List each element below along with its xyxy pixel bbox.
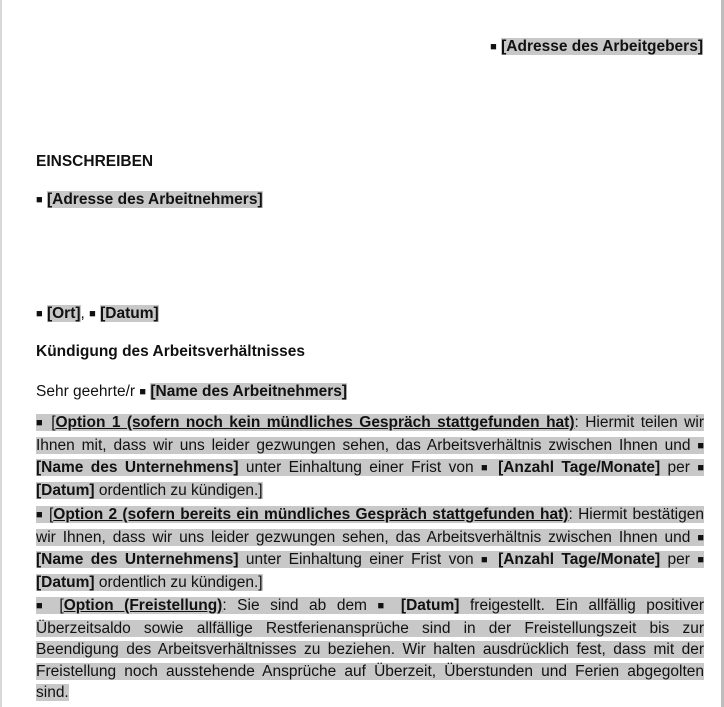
option-1-title: Option 1 (sofern noch kein mündliches Gespräch stattgefunden hat) [55,414,575,431]
option-2-title: Option 2 (sofern bereits ein mündliches Gespräch stattgefunden hat) [53,506,569,523]
termination-date: [Datum] [36,573,95,591]
placeholder-bullet-icon: ■ [697,462,704,474]
placeholder-bullet-icon: ■ [377,600,391,612]
registered-mail-label: EINSCHREIBEN [36,153,154,170]
place-field: [Ort] [46,305,81,322]
placeholder-bullet-icon: ■ [36,417,45,429]
placeholder-bullet-icon: ■ [139,386,147,398]
placeholder-bullet-icon: ■ [36,600,49,612]
employee-address: [Adresse des Arbeitnehmers] [46,191,263,208]
placeholder-bullet-icon: ■ [697,531,704,544]
placeholder-bullet-icon: ■ [36,509,44,521]
date-field: [Datum] [100,305,159,322]
company-name: [Name des Unternehmens] [36,459,239,476]
place-date-line [36,305,159,323]
release-date: [Datum] [400,597,460,614]
placeholder-bullet-icon: ■ [89,308,96,320]
option-1-paragraph: ■ [Option 1 (sofern noch kein mündliches Gespräch stattgefunden hat): Hiermit teilen wir Ihnen mit, dass wir uns leider gezwungen sehen, das Arbeitsverhältnis zwischen Ihnen und ■ [Name des Unternehmens] unter Einhaltung einer Frist von ■ [Anzahl Tage/Monate] per ■ [Datum] ordentlich zu kündigen.] [36,414,704,499]
placeholder-bullet-icon: ■ [490,41,497,53]
company-name: [Name des Unternehmens] [36,551,239,568]
placeholder-bullet-icon: ■ [36,308,43,320]
placeholder-bullet-icon: ■ [697,554,704,566]
option-release-title: Option (Freistellung) [63,597,223,614]
letter-subject: Kündigung des Arbeitsverhältnisses [36,343,306,360]
employee-name: [Name des Arbeitnehmers] [150,383,348,400]
salutation-line [36,383,347,401]
notice-period: [Anzahl Tage/Monate] [498,551,661,568]
comma: , [80,305,90,322]
option-2-paragraph: ■ [Option 2 (sofern bereits ein mündliches Gespräch stattgefunden hat): Hiermit bestätigen wir Ihnen, dass wir uns leider gezwungen sehen, das Arbeitsverhältnis zwischen Ihnen und ■ [Name des Unternehmens] unter Einhaltung einer Frist von ■ [Anzahl Tage/Monate] per ■ [Datum] ordentlich zu kündigen.] [36,506,704,591]
notice-period: [Anzahl Tage/Monate] [498,459,661,476]
termination-date: [Datum] [36,481,95,499]
placeholder-bullet-icon: ■ [697,439,704,452]
employee-address-line [36,191,263,209]
employer-address-line [490,38,703,56]
salutation: Sehr geehrte/r [36,383,136,400]
placeholder-bullet-icon: ■ [36,194,43,206]
page-left-edge [0,0,2,707]
placeholder-bullet-icon: ■ [480,554,491,566]
placeholder-bullet-icon: ■ [480,462,491,474]
option-release-paragraph: ■ [Option (Freistellung): Sie sind ab dem ■ [Datum] freigestellt. Ein allfällig positiver Überzeitsaldo sowie allfällige Restferienansprüche sind in der Freistellungszeit bis zur Beendigung des Arbeitsverhältnisses zu beziehen. Wir halten ausdrücklich fest, dass mit der Freistellung noch ausstehende Ansprüche auf Überzeit, Überstunden und Ferien abgegolten sind. [36,597,705,701]
employer-address: [Adresse des Arbeitgebers] [501,38,703,55]
